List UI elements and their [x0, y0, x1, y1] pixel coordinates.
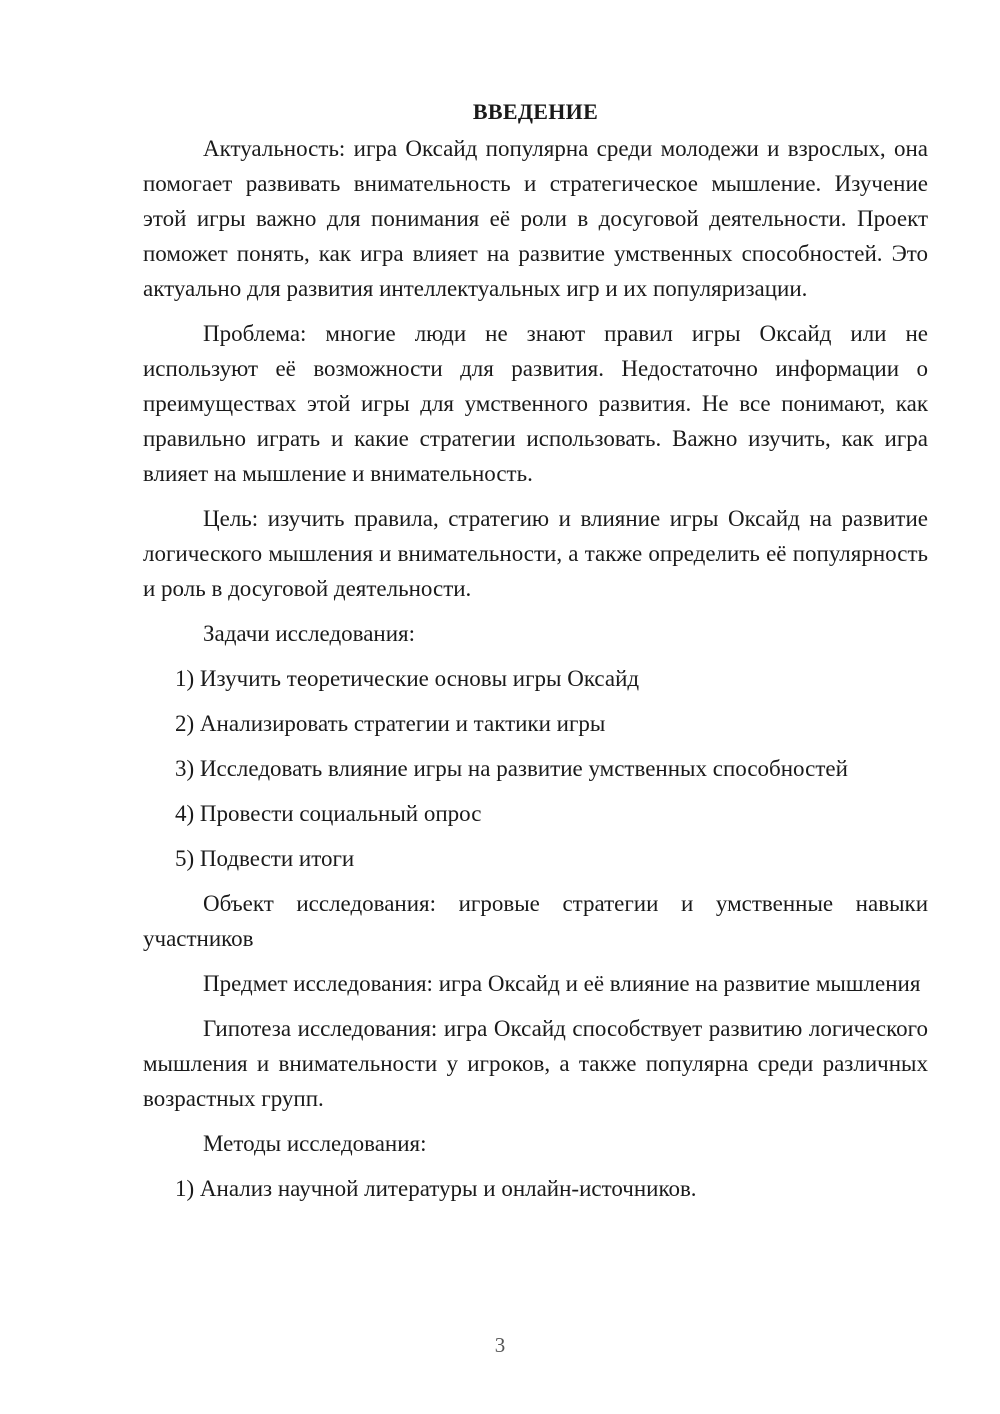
- relevance-paragraph: Актуальность: игра Оксайд популярна среди молодежи и взрослых, она помогает развивать внимательность и стратегическое мышление. Изучение этой игры важно для понимания её роли в досуговой деятельности. Проект поможет понять, как игра влияет на развитие умственных способностей. Это актуально для развития интеллектуальных игр и их популяризации.: [143, 136, 928, 301]
- object-paragraph: Объект исследования: игровые стратегии и умственные навыки участников: [143, 891, 928, 951]
- list-item: 5) Подвести итоги: [175, 846, 355, 871]
- list-item: 1) Анализ научной литературы и онлайн-источников.: [175, 1176, 697, 1201]
- list-item: 3) Исследовать влияние игры на развитие умственных способностей: [175, 756, 848, 781]
- tasks-list: [143, 661, 928, 876]
- problem-paragraph: Проблема: многие люди не знают правил игры Оксайд или не используют её возможности для развития. Недостаточно информации о преимуществах этой игры для умственного развития. Не все понимают, как правильно играть и какие стратегии использовать. Важно изучить, как игра влияет на мышление и внимательность.: [143, 321, 928, 486]
- list-item: 4) Провести социальный опрос: [175, 801, 482, 826]
- goal-paragraph: Цель: изучить правила, стратегию и влияние игры Оксайд на развитие логического мышления и внимательности, а также определить её популярность и роль в досуговой деятельности.: [143, 506, 928, 601]
- subject-paragraph: Предмет исследования: игра Оксайд и её влияние на развитие мышления: [203, 971, 921, 996]
- list-item: 2) Анализировать стратегии и тактики игры: [175, 711, 606, 736]
- hypothesis-paragraph: Гипотеза исследования: игра Оксайд способствует развитию логического мышления и внимательности у игроков, а также популярна среди различных возрастных групп.: [143, 1016, 928, 1111]
- methods-heading: Методы исследования:: [203, 1131, 427, 1156]
- document-page: [143, 94, 928, 1216]
- page-title: ВВЕДЕНИЕ: [472, 99, 599, 124]
- list-item: 1) Изучить теоретические основы игры Оксайд: [175, 666, 640, 691]
- page-number: 3: [494, 1333, 506, 1357]
- methods-list: [143, 1171, 928, 1206]
- tasks-heading: Задачи исследования:: [203, 621, 416, 646]
